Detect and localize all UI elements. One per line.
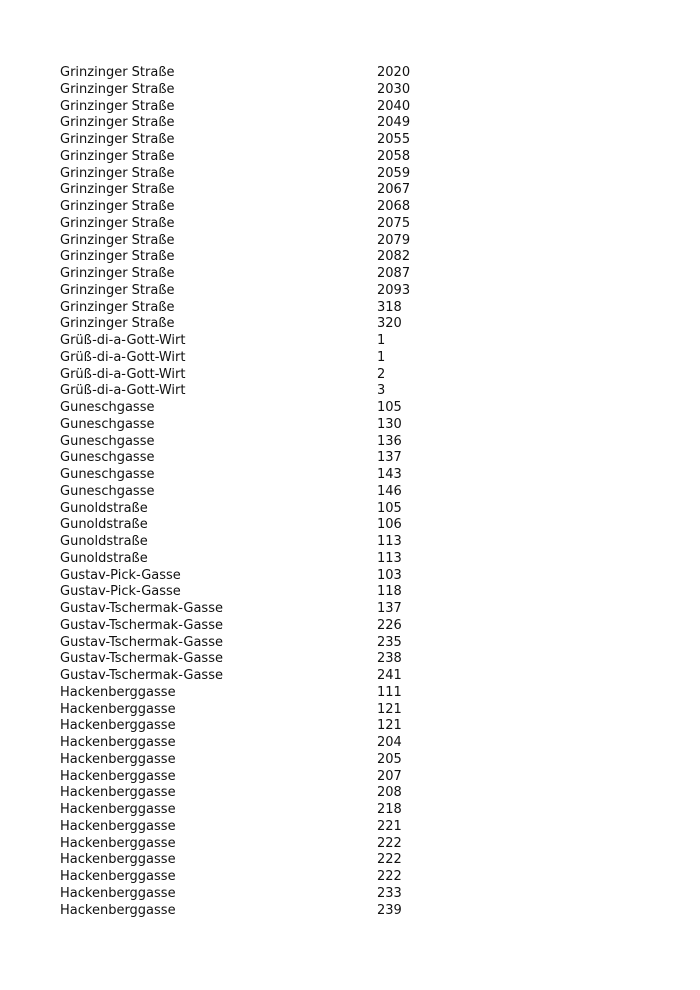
house-number-cell: 2068 <box>377 199 411 214</box>
table-row <box>60 65 620 82</box>
street-name-cell: Hackenberggasse <box>60 684 176 700</box>
street-name-cell: Grinzinger Straße <box>60 232 175 248</box>
street-name-cell: Gustav-Tschermak-Gasse <box>60 668 223 683</box>
table-row <box>60 266 620 283</box>
street-name-cell: Hackenberggasse <box>60 852 176 868</box>
table-row <box>60 551 620 568</box>
house-number-cell: 320 <box>377 316 402 332</box>
house-number-cell: 2 <box>377 366 386 382</box>
street-name-cell: Gunoldstraße <box>60 500 148 516</box>
house-number-cell: 222 <box>377 852 402 868</box>
table-row <box>60 99 620 116</box>
house-number-cell: 1 <box>377 333 386 348</box>
street-name-cell: Gunoldstraße <box>60 534 148 549</box>
house-number-cell: 2030 <box>377 81 411 97</box>
table-row <box>60 601 620 618</box>
street-name-cell: Gustav-Tschermak-Gasse <box>60 617 223 633</box>
street-name-cell: Grüß-di-a-Gott-Wirt <box>60 366 186 382</box>
house-number-cell: 239 <box>377 902 402 918</box>
house-number-cell: 2055 <box>377 132 411 147</box>
table-row <box>60 568 620 585</box>
table-row <box>60 819 620 836</box>
street-name-cell: Hackenberggasse <box>60 818 176 834</box>
street-name-cell: Hackenberggasse <box>60 869 176 884</box>
house-number-cell: 2079 <box>377 232 411 248</box>
table-row <box>60 350 620 367</box>
house-number-cell: 205 <box>377 751 402 767</box>
table-row <box>60 618 620 635</box>
street-name-cell: Hackenberggasse <box>60 768 176 784</box>
street-name-cell: Grinzinger Straße <box>60 299 175 315</box>
house-number-cell: 2040 <box>377 98 411 114</box>
house-number-cell: 2082 <box>377 249 411 265</box>
house-number-cell: 2067 <box>377 182 411 198</box>
table-row <box>60 434 620 451</box>
street-name-cell: Hackenberggasse <box>60 718 176 734</box>
table-row <box>60 182 620 199</box>
street-name-cell: Hackenberggasse <box>60 802 176 817</box>
table-row <box>60 467 620 484</box>
table-row <box>60 367 620 384</box>
house-number-cell: 2058 <box>377 148 411 164</box>
street-name-cell: Grinzinger Straße <box>60 249 175 265</box>
table-row <box>60 501 620 518</box>
house-number-cell: 137 <box>377 450 402 466</box>
house-number-cell: 222 <box>377 869 402 884</box>
house-number-cell: 204 <box>377 735 402 750</box>
house-number-cell: 121 <box>377 718 402 734</box>
house-number-cell: 2049 <box>377 115 411 131</box>
street-name-cell: Gunoldstraße <box>60 517 148 533</box>
street-name-cell: Guneschgasse <box>60 467 155 482</box>
street-name-cell: Gustav-Pick-Gasse <box>60 584 181 600</box>
house-number-cell: 218 <box>377 802 402 817</box>
table-row <box>60 383 620 400</box>
table-row <box>60 115 620 132</box>
house-number-cell: 105 <box>377 500 402 516</box>
table-row <box>60 450 620 467</box>
street-name-cell: Hackenberggasse <box>60 785 176 801</box>
house-number-cell: 2020 <box>377 65 411 80</box>
house-number-cell: 118 <box>377 584 402 600</box>
table-row <box>60 685 620 702</box>
table-row <box>60 785 620 802</box>
street-name-cell: Grüß-di-a-Gott-Wirt <box>60 333 186 348</box>
table-row <box>60 886 620 903</box>
house-number-cell: 2075 <box>377 215 411 231</box>
table-row <box>60 417 620 434</box>
table-row <box>60 668 620 685</box>
street-name-cell: Hackenberggasse <box>60 751 176 767</box>
street-name-cell: Gustav-Tschermak-Gasse <box>60 651 223 667</box>
house-number-cell: 235 <box>377 634 402 650</box>
house-number-cell: 113 <box>377 550 402 566</box>
house-number-cell: 318 <box>377 299 402 315</box>
table-row <box>60 517 620 534</box>
table-row <box>60 82 620 99</box>
house-number-cell: 2093 <box>377 282 411 298</box>
house-number-cell: 137 <box>377 601 402 616</box>
street-name-cell: Guneschgasse <box>60 483 155 499</box>
street-name-cell: Guneschgasse <box>60 416 155 432</box>
street-name-cell: Grinzinger Straße <box>60 199 175 214</box>
house-number-cell: 233 <box>377 885 402 901</box>
table-row <box>60 283 620 300</box>
address-table <box>60 65 620 919</box>
table-row <box>60 903 620 920</box>
house-number-cell: 136 <box>377 433 402 449</box>
table-row <box>60 735 620 752</box>
table-row <box>60 802 620 819</box>
house-number-cell: 208 <box>377 785 402 801</box>
table-row <box>60 702 620 719</box>
street-name-cell: Guneschgasse <box>60 450 155 466</box>
street-name-cell: Guneschgasse <box>60 400 155 415</box>
street-name-cell: Grüß-di-a-Gott-Wirt <box>60 349 186 365</box>
street-name-cell: Grinzinger Straße <box>60 316 175 332</box>
table-row <box>60 836 620 853</box>
table-row <box>60 149 620 166</box>
street-name-cell: Grinzinger Straße <box>60 98 175 114</box>
street-name-cell: Hackenberggasse <box>60 735 176 750</box>
street-name-cell: Hackenberggasse <box>60 835 176 851</box>
table-row <box>60 233 620 250</box>
street-name-cell: Grinzinger Straße <box>60 215 175 231</box>
street-name-cell: Grinzinger Straße <box>60 165 175 181</box>
house-number-cell: 111 <box>377 684 402 700</box>
table-row <box>60 300 620 317</box>
table-row <box>60 333 620 350</box>
table-row <box>60 166 620 183</box>
house-number-cell: 103 <box>377 567 402 583</box>
street-name-cell: Grinzinger Straße <box>60 182 175 198</box>
street-name-cell: Grinzinger Straße <box>60 266 175 281</box>
house-number-cell: 105 <box>377 400 402 415</box>
table-row <box>60 316 620 333</box>
house-number-cell: 238 <box>377 651 402 667</box>
house-number-cell: 121 <box>377 701 402 717</box>
street-name-cell: Gustav-Tschermak-Gasse <box>60 634 223 650</box>
house-number-cell: 106 <box>377 517 402 533</box>
house-number-cell: 207 <box>377 768 402 784</box>
house-number-cell: 226 <box>377 617 402 633</box>
house-number-cell: 143 <box>377 467 402 482</box>
table-row <box>60 132 620 149</box>
house-number-cell: 113 <box>377 534 402 549</box>
house-number-cell: 221 <box>377 818 402 834</box>
house-number-cell: 2059 <box>377 165 411 181</box>
street-name-cell: Grinzinger Straße <box>60 81 175 97</box>
table-row <box>60 852 620 869</box>
street-name-cell: Hackenberggasse <box>60 701 176 717</box>
street-name-cell: Gustav-Tschermak-Gasse <box>60 601 223 616</box>
street-name-cell: Grinzinger Straße <box>60 148 175 164</box>
street-name-cell: Hackenberggasse <box>60 902 176 918</box>
house-number-cell: 146 <box>377 483 402 499</box>
street-name-cell: Grinzinger Straße <box>60 65 175 80</box>
table-row <box>60 249 620 266</box>
street-name-cell: Grinzinger Straße <box>60 132 175 147</box>
table-row <box>60 651 620 668</box>
street-name-cell: Guneschgasse <box>60 433 155 449</box>
table-row <box>60 769 620 786</box>
table-row <box>60 216 620 233</box>
table-row <box>60 199 620 216</box>
street-name-cell: Grüß-di-a-Gott-Wirt <box>60 383 186 399</box>
table-row <box>60 534 620 551</box>
house-number-cell: 1 <box>377 349 386 365</box>
table-row <box>60 400 620 417</box>
table-row <box>60 718 620 735</box>
house-number-cell: 2087 <box>377 266 411 281</box>
street-name-cell: Gunoldstraße <box>60 550 148 566</box>
table-row <box>60 584 620 601</box>
table-row <box>60 484 620 501</box>
table-row <box>60 752 620 769</box>
street-name-cell: Grinzinger Straße <box>60 282 175 298</box>
street-name-cell: Grinzinger Straße <box>60 115 175 131</box>
house-number-cell: 241 <box>377 668 402 683</box>
street-name-cell: Gustav-Pick-Gasse <box>60 567 181 583</box>
street-name-cell: Hackenberggasse <box>60 885 176 901</box>
house-number-cell: 222 <box>377 835 402 851</box>
table-row <box>60 635 620 652</box>
table-row <box>60 869 620 886</box>
house-number-cell: 3 <box>377 383 386 399</box>
house-number-cell: 130 <box>377 416 402 432</box>
